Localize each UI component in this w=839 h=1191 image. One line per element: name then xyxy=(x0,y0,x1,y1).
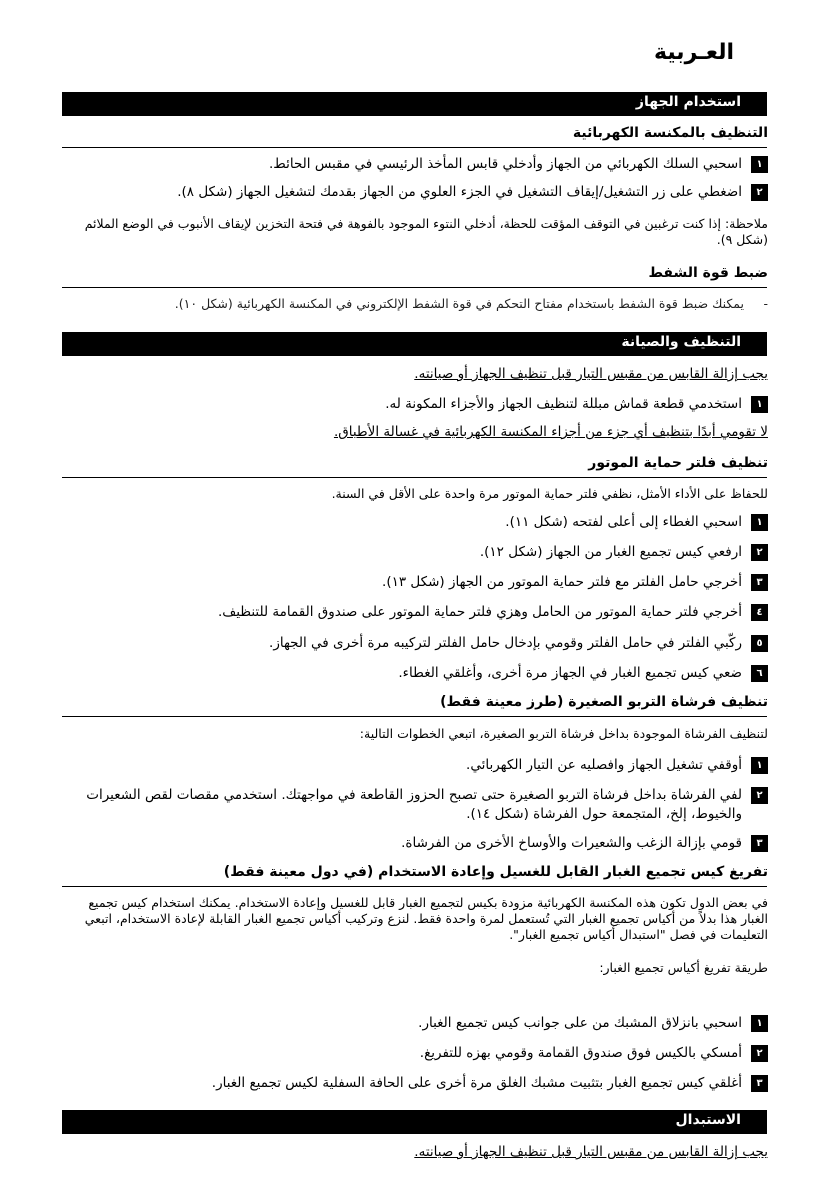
warning-unplug: يجب إزالة القابس من مقبس التيار قبل تنظيف الجهاز أو صيانته. xyxy=(414,366,768,382)
step-number: ٢ xyxy=(751,184,768,201)
step-text: لفي الفرشاة بداخل فرشاة التربو الصغيرة حتى تصبح الحزوز القاطعة في مواجهتك. استخدمي مقصات لقص الشعيرات والخيوط، إلخ، المتجمعة حول الفرشاة (شكل ١٤). xyxy=(86,787,742,822)
step-number: ١ xyxy=(751,757,768,774)
step-item xyxy=(62,834,768,853)
step-item xyxy=(62,1074,768,1093)
step-text: استخدمي قطعة قماش مبللة لتنظيف الجهاز والأجزاء المكونة له. xyxy=(385,396,742,412)
section-title-use: استخدام الجهاز xyxy=(635,94,741,110)
intro-text: للحفاظ على الأداء الأمثل، نظفي فلتر حماية الموتور مرة واحدة على الأقل في السنة. xyxy=(331,486,768,501)
step-text: اسحبي السلك الكهربائي من الجهاز وأدخلي قابس المأخذ الرئيسي في مقبس الحائط. xyxy=(268,156,742,172)
section-title-replacement: الاستبدال xyxy=(675,1112,741,1128)
bullet-dash: - xyxy=(763,296,768,311)
step-number: ١ xyxy=(751,156,768,173)
step-number: ٥ xyxy=(751,635,768,652)
step-number: ٣ xyxy=(751,835,768,852)
intro-text: في بعض الدول تكون هذه المكنسة الكهربائية مزودة بكيس لتجميع الغبار قابل للغسيل وإعادة الاستخدام. يمكنك استخدام كيس تجميع الغبار هذا بدلاً من أكياس تجميع الغبار التي تُستعمل لمرة واحدة فقط. لنزع وتركيب أكياس تجميع الغبار القابلة لإعادة الاستخدام، اتبعي التعليمات في فصل "استبدال أكياس تجميع الغبار". xyxy=(84,895,768,942)
step-item xyxy=(62,1014,768,1033)
subheading-vacuuming: التنظيف بالمكنسة الكهربائية xyxy=(572,125,768,141)
step-number: ١ xyxy=(751,514,768,531)
step-text: ضعي كيس تجميع الغبار في الجهاز مرة أخرى، وأغلقي الغطاء. xyxy=(398,665,742,681)
step-item xyxy=(62,756,768,775)
step-text: اضغطي على زر التشغيل/إيقاف التشغيل في الجزء العلوي من الجهاز بقدمك لتشغيل الجهاز (شكل ٨). xyxy=(177,184,742,200)
step-item xyxy=(62,664,768,683)
step-text: أغلقي كيس تجميع الغبار بتثبيت مشبك الغلق مرة أخرى على الحافة السفلية لكيس تجميع الغبار. xyxy=(211,1075,742,1091)
step-item xyxy=(62,183,768,202)
intro-text: طريقة تفريغ أكياس تجميع الغبار: xyxy=(599,960,768,975)
bullet-item xyxy=(62,296,768,311)
divider xyxy=(62,477,767,478)
subheading-motor-filter: تنظيف فلتر حماية الموتور xyxy=(588,455,768,471)
step-number: ٤ xyxy=(751,604,768,621)
divider xyxy=(62,147,767,148)
warning-unplug: يجب إزالة القابس من مقبس التيار قبل تنظيف الجهاز أو صيانته. xyxy=(414,1144,768,1160)
bullet-text: يمكنك ضبط قوة الشفط باستخدام مفتاح التحكم في قوة الشفط الإلكتروني في المكنسة الكهربائية (شكل ١٠). xyxy=(174,296,744,311)
step-item xyxy=(62,513,768,532)
warning-dishwasher: لا تقومي أبدًا بتنظيف أي جزء من أجزاء المكنسة الكهربائية في غسالة الأطباق. xyxy=(333,424,768,440)
step-item xyxy=(62,395,768,414)
subheading-turbo-brush: تنظيف فرشاة التربو الصغيرة (طرز معينة فقط) xyxy=(440,694,768,710)
section-bar-replacement xyxy=(62,1110,767,1134)
subheading-suction-power: ضبط قوة الشفط xyxy=(648,265,768,281)
section-title-cleaning: التنظيف والصيانة xyxy=(621,334,741,350)
step-text: ركّبي الفلتر في حامل الفلتر وقومي بإدخال حامل الفلتر لتركيبه مرة أخرى في الجهاز. xyxy=(269,635,742,651)
step-item xyxy=(62,786,768,824)
step-text: أوقفي تشغيل الجهاز وافصليه عن التيار الكهربائي. xyxy=(466,757,742,773)
step-number: ٢ xyxy=(751,544,768,561)
step-text: اسحبي الغطاء إلى أعلى لفتحه (شكل ١١). xyxy=(505,514,742,530)
step-number: ٣ xyxy=(751,574,768,591)
step-number: ٦ xyxy=(751,665,768,682)
subheading-reusable-bag: تفريغ كيس تجميع الغبار القابل للغسيل وإعادة الاستخدام (في دول معينة فقط) xyxy=(223,864,768,880)
intro-text: لتنظيف الفرشاة الموجودة بداخل فرشاة التربو الصغيرة، اتبعي الخطوات التالية: xyxy=(359,726,768,741)
step-text: اسحبي بانزلاق المشبك من على جوانب كيس تجميع الغبار. xyxy=(418,1015,742,1031)
step-text: قومي بإزالة الزغب والشعيرات والأوساخ الأخرى من الفرشاة. xyxy=(401,835,742,851)
step-number: ١ xyxy=(751,1015,768,1032)
step-number: ٢ xyxy=(751,1045,768,1062)
step-number: ٢ xyxy=(751,787,768,804)
section-bar-cleaning xyxy=(62,332,767,356)
step-text: أخرجي حامل الفلتر مع فلتر حماية الموتور من الجهاز (شكل ١٣). xyxy=(382,574,742,590)
step-text: أخرجي فلتر حماية الموتور من الحامل وهزي فلتر حماية الموتور على صندوق القمامة للتنظيف. xyxy=(217,604,742,620)
step-text: ارفعي كيس تجميع الغبار من الجهاز (شكل ١٢). xyxy=(479,544,742,560)
step-number: ١ xyxy=(751,396,768,413)
divider xyxy=(62,716,767,717)
step-text: أمسكي بالكيس فوق صندوق القمامة وقومي بهزه للتفريغ. xyxy=(419,1045,742,1061)
step-number: ٣ xyxy=(751,1075,768,1092)
step-item xyxy=(62,634,768,653)
divider xyxy=(62,886,767,887)
section-bar-use xyxy=(62,92,767,116)
divider xyxy=(62,287,767,288)
step-item xyxy=(62,155,768,174)
language-heading: العـربية xyxy=(653,40,734,65)
step-item xyxy=(62,1044,768,1063)
step-item xyxy=(62,603,768,622)
step-item xyxy=(62,573,768,592)
step-item xyxy=(62,543,768,562)
note-text: ملاحظة: إذا كنت ترغبين في التوقف المؤقت للحظة، أدخلي النتوء الموجود بالفوهة في فتحة التخزين لإيقاف الأنبوب في الوضع الملائم (شكل ٩). xyxy=(84,216,768,247)
